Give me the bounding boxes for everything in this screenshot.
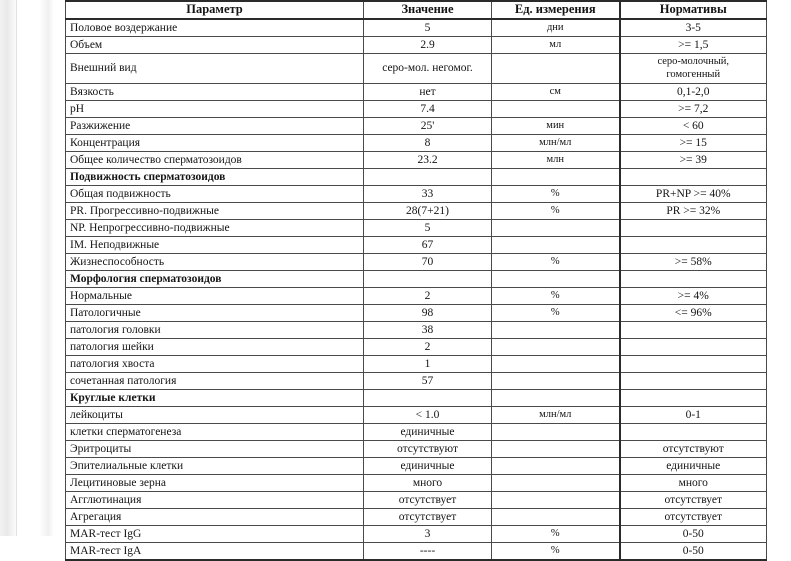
- column-header-units: Ед. измерения: [492, 1, 620, 19]
- row-norm: единичные: [620, 458, 767, 475]
- row-parameter-label: Внешний вид: [66, 54, 364, 84]
- row-norm: 0,1-2,0: [620, 84, 767, 101]
- row-value: единичные: [364, 424, 492, 441]
- row-value: 33: [364, 186, 492, 203]
- row-norm: 0-50: [620, 543, 767, 561]
- table-row: [66, 475, 767, 492]
- row-parameter-label: Патологичные: [66, 305, 364, 322]
- table-row: [66, 169, 767, 186]
- row-value: 57: [364, 373, 492, 390]
- row-parameter-label: IM. Неподвижные: [66, 237, 364, 254]
- table-row: [66, 356, 767, 373]
- row-value: много: [364, 475, 492, 492]
- row-value: 5: [364, 220, 492, 237]
- row-norm: < 60: [620, 118, 767, 135]
- row-norm: [620, 373, 767, 390]
- row-norm: [620, 271, 767, 288]
- table-row: [66, 407, 767, 424]
- row-parameter-label: NP. Непрогрессивно-подвижные: [66, 220, 364, 237]
- row-units: %: [492, 203, 620, 220]
- row-norm: отсутствует: [620, 509, 767, 526]
- table-row: [66, 543, 767, 561]
- row-norm-line: серо-молочный,: [657, 56, 730, 68]
- row-units: [492, 390, 620, 407]
- table-row: [66, 322, 767, 339]
- row-parameter-label: PR. Прогрессивно-подвижные: [66, 203, 364, 220]
- row-norm: [620, 339, 767, 356]
- row-units: %: [492, 305, 620, 322]
- row-units: [492, 356, 620, 373]
- row-parameter-label: патология головки: [66, 322, 364, 339]
- row-parameter-label: Жизнеспособность: [66, 254, 364, 271]
- row-value: 7.4: [364, 101, 492, 118]
- row-value: 2.9: [364, 37, 492, 54]
- row-units: [492, 54, 620, 84]
- cropped-bottom-row: [65, 530, 766, 536]
- row-parameter-label: Нормальные: [66, 288, 364, 305]
- row-norm: >= 15: [620, 135, 767, 152]
- row-norm: >= 7,2: [620, 101, 767, 118]
- spermogram-sheet: [65, 0, 766, 561]
- row-units: %: [492, 254, 620, 271]
- table-row: [66, 186, 767, 203]
- row-parameter-label: Агрегация: [66, 509, 364, 526]
- row-parameter-label: Эпителиальные клетки: [66, 458, 364, 475]
- row-units: [492, 101, 620, 118]
- row-parameter-label: патология шейки: [66, 339, 364, 356]
- row-norm: [620, 322, 767, 339]
- spermogram-table: [65, 0, 767, 561]
- row-value: 1: [364, 356, 492, 373]
- table-header: [66, 1, 767, 19]
- table-row: [66, 339, 767, 356]
- row-value: серо-мол. негомог.: [364, 54, 492, 84]
- table-row: [66, 441, 767, 458]
- row-parameter-label: сочетанная патология: [66, 373, 364, 390]
- row-norm: PR+NP >= 40%: [620, 186, 767, 203]
- row-norm-line: гомогенный: [666, 68, 721, 80]
- table-header-row: [66, 1, 767, 19]
- column-header-norms: Нормативы: [620, 1, 767, 19]
- row-norm: [620, 390, 767, 407]
- table-row: [66, 271, 767, 288]
- table-row: [66, 492, 767, 509]
- row-norm: 3-5: [620, 19, 767, 37]
- row-units: %: [492, 526, 620, 543]
- row-value: единичные: [364, 458, 492, 475]
- table-row: [66, 237, 767, 254]
- table-row: [66, 254, 767, 271]
- row-value: отсутствует: [364, 492, 492, 509]
- row-norm: отсутствуют: [620, 441, 767, 458]
- row-units: [492, 169, 620, 186]
- row-units: [492, 271, 620, 288]
- row-value: [364, 390, 492, 407]
- row-value: нет: [364, 84, 492, 101]
- row-units: [492, 475, 620, 492]
- column-header-parameter: Параметр: [66, 1, 364, 19]
- row-parameter-label: Половое воздержание: [66, 19, 364, 37]
- row-section-label: Морфология сперматозоидов: [66, 271, 364, 288]
- row-norm: [620, 424, 767, 441]
- row-parameter-label: Общая подвижность: [66, 186, 364, 203]
- row-norm: [620, 169, 767, 186]
- table-row: [66, 305, 767, 322]
- row-norm: <= 96%: [620, 305, 767, 322]
- row-units: [492, 492, 620, 509]
- row-units: дни: [492, 19, 620, 37]
- table-row: [66, 84, 767, 101]
- row-norm: >= 39: [620, 152, 767, 169]
- row-units: млн: [492, 152, 620, 169]
- page-left-margin-secondary: [40, 0, 54, 536]
- row-value: 28(7+21): [364, 203, 492, 220]
- table-row: [66, 118, 767, 135]
- row-units: %: [492, 543, 620, 561]
- row-parameter-label: Концентрация: [66, 135, 364, 152]
- row-section-label: Подвижность сперматозоидов: [66, 169, 364, 186]
- row-units: [492, 458, 620, 475]
- page-left-margin: [0, 0, 17, 536]
- row-value: 5: [364, 19, 492, 37]
- row-value: 38: [364, 322, 492, 339]
- row-units: млн/мл: [492, 135, 620, 152]
- table-row: [66, 424, 767, 441]
- row-parameter-label: лейкоциты: [66, 407, 364, 424]
- row-units: млн/мл: [492, 407, 620, 424]
- row-norm: >= 4%: [620, 288, 767, 305]
- table-row: [66, 19, 767, 37]
- row-value: 2: [364, 339, 492, 356]
- row-norm: [620, 237, 767, 254]
- row-value: 70: [364, 254, 492, 271]
- row-norm: отсутствует: [620, 492, 767, 509]
- row-value: ----: [364, 543, 492, 561]
- row-value: 23.2: [364, 152, 492, 169]
- table-row: [66, 373, 767, 390]
- row-value: < 1.0: [364, 407, 492, 424]
- row-value: 3: [364, 526, 492, 543]
- row-units: [492, 441, 620, 458]
- row-value: отсутствуют: [364, 441, 492, 458]
- row-norm: >= 1,5: [620, 37, 767, 54]
- row-units: мин: [492, 118, 620, 135]
- table-row: [66, 152, 767, 169]
- row-value: 98: [364, 305, 492, 322]
- row-norm: 0-50: [620, 526, 767, 543]
- row-parameter-label: клетки сперматогенеза: [66, 424, 364, 441]
- row-units: [492, 339, 620, 356]
- row-parameter-label: патология хвоста: [66, 356, 364, 373]
- row-parameter-label: Вязкость: [66, 84, 364, 101]
- row-units: [492, 373, 620, 390]
- row-norm: [620, 54, 767, 84]
- row-parameter-label: Эритроциты: [66, 441, 364, 458]
- row-value: [364, 271, 492, 288]
- table-row: [66, 288, 767, 305]
- row-parameter-label: MAR-тест IgG: [66, 526, 364, 543]
- table-row: [66, 390, 767, 407]
- row-units: %: [492, 288, 620, 305]
- row-parameter-label: Агглютинация: [66, 492, 364, 509]
- row-norm: [620, 220, 767, 237]
- table-row: [66, 101, 767, 118]
- row-parameter-label: MAR-тест IgA: [66, 543, 364, 561]
- row-units: [492, 509, 620, 526]
- row-units: [492, 237, 620, 254]
- table-row: [66, 458, 767, 475]
- table-row: [66, 135, 767, 152]
- row-parameter-label: Общее количество сперматозоидов: [66, 152, 364, 169]
- row-value: 67: [364, 237, 492, 254]
- row-norm: много: [620, 475, 767, 492]
- row-norm: [620, 356, 767, 373]
- row-units: см: [492, 84, 620, 101]
- row-units: [492, 322, 620, 339]
- row-parameter-label: pH: [66, 101, 364, 118]
- row-value: 2: [364, 288, 492, 305]
- table-row: [66, 54, 767, 84]
- row-value: отсутствует: [364, 509, 492, 526]
- row-value: [364, 169, 492, 186]
- row-value: 8: [364, 135, 492, 152]
- row-norm: PR >= 32%: [620, 203, 767, 220]
- row-units: мл: [492, 37, 620, 54]
- table-row: [66, 37, 767, 54]
- table-row: [66, 203, 767, 220]
- table-body: [66, 19, 767, 560]
- row-parameter-label: Лецитиновые зерна: [66, 475, 364, 492]
- row-norm: 0-1: [620, 407, 767, 424]
- row-units: %: [492, 186, 620, 203]
- row-value: 25': [364, 118, 492, 135]
- row-parameter-label: Разжижение: [66, 118, 364, 135]
- row-parameter-label: Объем: [66, 37, 364, 54]
- row-norm: >= 58%: [620, 254, 767, 271]
- row-units: [492, 220, 620, 237]
- row-section-label: Круглые клетки: [66, 390, 364, 407]
- column-header-value: Значение: [364, 1, 492, 19]
- table-row: [66, 220, 767, 237]
- row-units: [492, 424, 620, 441]
- table-row: [66, 509, 767, 526]
